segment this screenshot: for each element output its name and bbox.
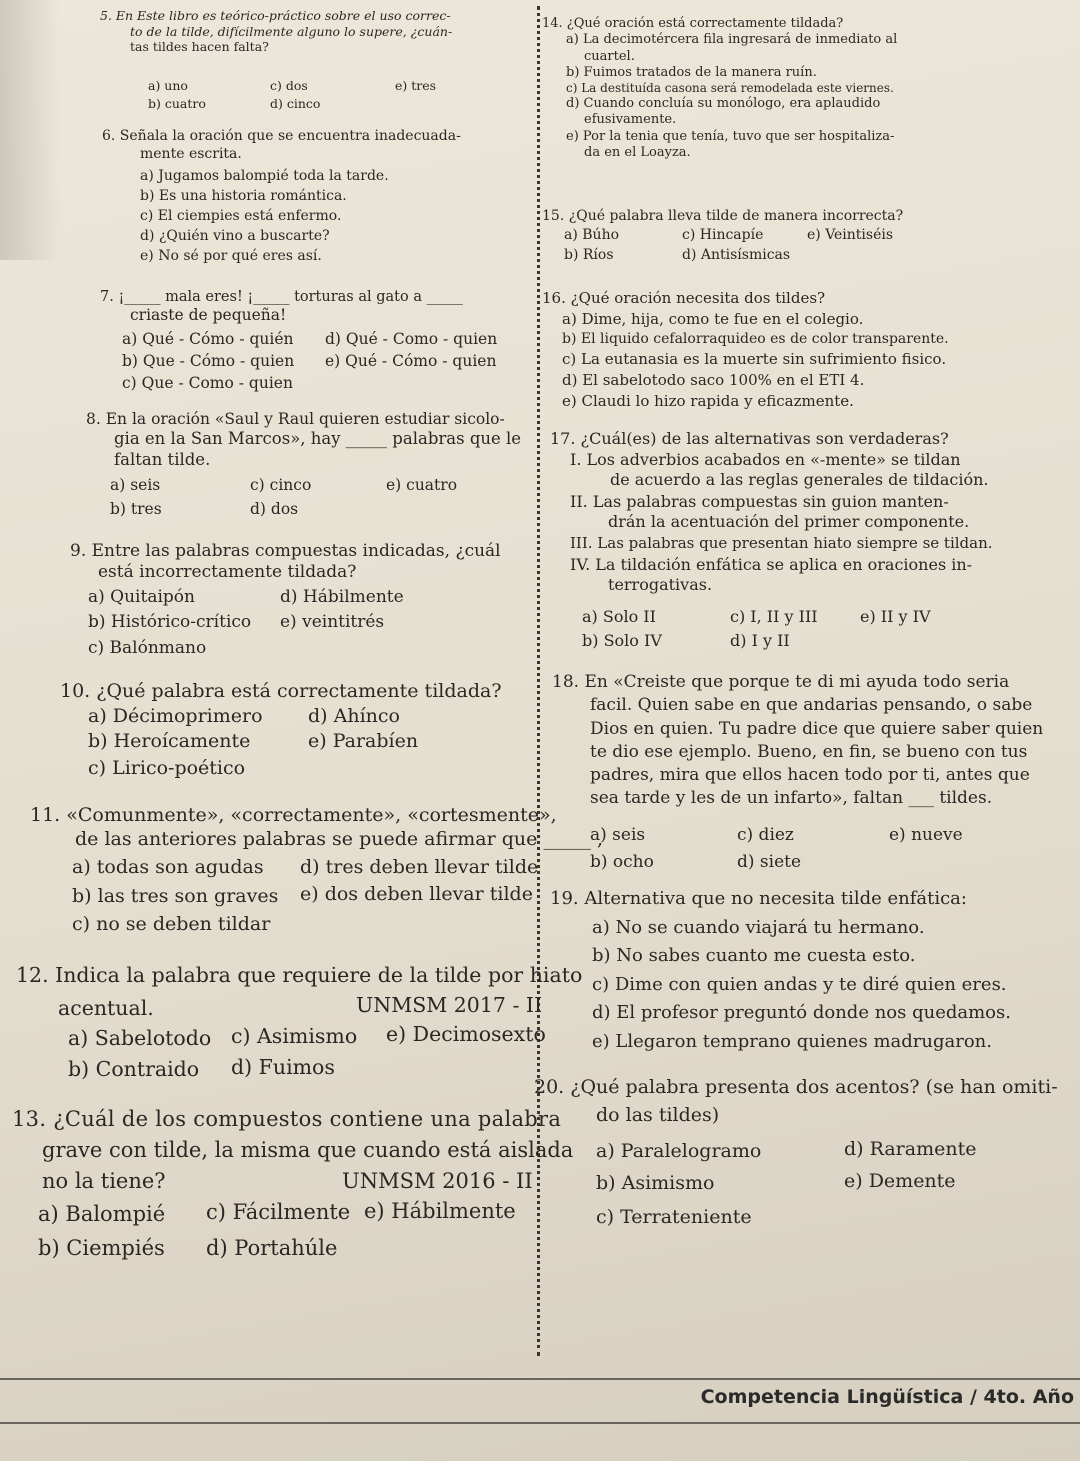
question-6-text: 6. Señala la oración que se encuentra inadecuada- [102,128,461,144]
option-b[interactable]: b) Fuimos tratados de la manera ruín. [566,64,817,80]
question-14-text: 14. ¿Qué oración está correctamente tildada? [542,16,844,31]
question-17 [550,429,1060,650]
option-a[interactable]: a) Jugamos balompié toda la tarde. [140,168,389,184]
question-17-text: 17. ¿Cuál(es) de las alternativas son verdaderas? [550,429,949,448]
option-e[interactable]: e) No sé por qué eres así. [140,248,322,264]
question-5-text: tas tildes hacen falta? [130,39,269,55]
statement-2: II. Las palabras compuestas sin guion manten- [570,492,949,511]
option-c[interactable]: c) Terrateniente [596,1206,752,1228]
option-e[interactable]: e) nueve [889,825,963,845]
option-d[interactable]: d) Cuando concluía su monólogo, era aplaudido [566,96,881,111]
option-b[interactable]: b) Heroícamente [88,730,251,752]
option-b[interactable]: b) las tres son graves [72,885,279,907]
option-e[interactable]: e) Decimosexto [386,1022,546,1046]
question-16-text: 16. ¿Qué oración necesita dos tildes? [542,289,826,307]
option-b[interactable]: b) Que - Cómo - quien [122,352,295,370]
question-5-text: 5. En Este libro es teórico-práctico sobre el uso correc- [100,8,451,23]
statement-1: I. Los adverbios acabados en «-mente» se tildan [570,450,961,469]
option-c[interactable]: c) Asimismo [231,1024,358,1048]
option-c[interactable]: c) dos [270,78,308,93]
option-b[interactable]: b) Es una historia romántica. [140,188,347,204]
question-20-text: 20. ¿Qué palabra presenta dos acentos? (se han omiti- [534,1076,1058,1098]
option-d[interactable]: d) dos [250,500,299,518]
statement-1: de acuerdo a las reglas generales de tildación. [610,470,989,489]
statement-2: drán la acentuación del primer componente. [608,512,970,531]
option-b[interactable]: b) cuatro [148,96,206,111]
option-e[interactable]: e) Por la tenia que tenía, tuvo que ser hospitaliza- [566,128,895,144]
option-e[interactable]: e) veintitrés [280,612,385,632]
option-b[interactable]: b) tres [110,500,162,518]
question-7-text: criaste de pequeña! [130,306,287,325]
statement-3: III. Las palabras que presentan hiato siempre se tildan. [570,534,993,552]
option-c[interactable]: c) Dime con quien andas y te diré quien eres. [592,973,1007,995]
option-b[interactable]: b) Ríos [564,247,614,263]
question-19-text: 19. Alternativa que no necesita tilde enfática: [550,888,967,909]
question-12-text: acentual. [58,996,154,1020]
option-c[interactable]: c) Que - Como - quien [122,374,293,392]
question-15-text: 15. ¿Qué palabra lleva tilde de manera incorrecta? [542,208,904,224]
page-edge-shadow [0,0,60,260]
option-d[interactable]: d) Fuimos [231,1055,335,1079]
question-18 [552,672,1062,872]
option-a[interactable]: a) Dime, hija, como te fue en el colegio. [562,309,864,328]
option-c[interactable]: c) Lirico-poético [88,757,246,779]
option-b[interactable]: b) Asimismo [596,1172,715,1194]
option-d[interactable]: d) Ahínco [308,705,400,727]
option-a[interactable]: a) todas son agudas [72,856,264,878]
option-a[interactable]: a) No se cuando viajará tu hermano. [592,916,925,938]
option-d[interactable]: d) Antisísmicas [682,247,791,263]
option-d[interactable]: d) Portahúle [206,1236,338,1260]
question-9-text: está incorrectamente tildada? [98,562,357,583]
question-13-text: no la tiene? [42,1169,166,1193]
option-b[interactable]: b) El liquido cefalorraquideo es de color transparente. [562,330,949,347]
question-10-text: 10. ¿Qué palabra está correctamente tildada? [60,680,502,702]
option-b[interactable]: b) Contraido [68,1057,200,1081]
option-d[interactable]: d) ¿Quién vino a buscarte? [140,228,330,244]
question-11-text: de las anteriores palabras se puede afirmar que _____ , [75,827,603,850]
option-e[interactable]: e) tres [395,78,437,93]
option-c[interactable]: c) Hincapíe [682,227,764,243]
question-8-text: faltan tilde. [114,450,211,469]
option-a[interactable]: a) seis [590,825,646,845]
option-e[interactable]: e) Parabíen [308,730,419,752]
option-e[interactable]: e) II y IV [860,607,931,626]
question-12 [16,963,583,1081]
statement-4: IV. La tildación enfática se aplica en oraciones in- [570,554,973,574]
option-c[interactable]: c) Fácilmente [206,1200,351,1224]
question-11 [30,804,603,935]
option-a[interactable]: a) Búho [564,227,620,243]
option-e[interactable]: e) cuatro [386,476,458,494]
question-12-text: 12. Indica la palabra que requiere de la tilde por hiato [16,963,583,987]
question-13 [12,1106,574,1260]
option-c[interactable]: c) I, II y III [730,607,818,626]
question-9 [70,541,501,658]
option-e[interactable]: da en el Loayza. [584,144,691,160]
option-d[interactable]: d) cinco [270,96,321,111]
option-c[interactable]: c) El ciempies está enfermo. [140,208,342,224]
question-7 [100,288,530,392]
option-e[interactable]: e) Qué - Cómo - quien [325,352,497,370]
question-18-text: 18. En «Creiste que porque te di mi ayuda todo seria [552,672,1010,692]
question-9-text: 9. Entre las palabras compuestas indicadas, ¿cuál [70,541,501,561]
option-a[interactable]: a) uno [148,78,188,93]
option-b[interactable]: b) ocho [590,852,654,872]
question-18-text: sea tarde y les de un infarto», faltan ___ tildes. [590,788,993,809]
question-13-text: grave con tilde, la misma que cuando está aislada [42,1138,574,1162]
question-20 [534,1076,1058,1228]
option-a[interactable]: cuartel. [584,48,635,64]
option-c[interactable]: c) no se deben tildar [72,913,271,935]
question-16 [542,289,1052,410]
question-8-text: gia en la San Marcos», hay _____ palabras que le [114,429,522,449]
option-d[interactable]: d) siete [737,852,802,872]
option-e[interactable]: e) Demente [844,1170,956,1192]
option-a[interactable]: a) seis [110,476,161,494]
exam-source: UNMSM 2016 - II [342,1169,533,1193]
question-15 [542,208,1052,263]
option-d[interactable]: efusivamente. [584,112,677,128]
option-e[interactable]: e) Hábilmente [364,1199,516,1223]
option-c[interactable]: c) cinco [250,476,312,494]
question-8-text: 8. En la oración «Saul y Raul quieren estudiar sicolo- [86,410,505,428]
option-a[interactable]: a) Balompié [38,1202,166,1226]
question-18-text: te dio ese ejemplo. Bueno, en fin, se bueno con tus [590,741,1028,762]
option-a[interactable]: a) Solo II [582,607,656,626]
option-a[interactable]: a) Qué - Cómo - quién [122,330,294,348]
exam-source: UNMSM 2017 - II [356,993,543,1017]
option-c[interactable]: c) diez [737,825,794,845]
question-7-text: 7. ¡_____ mala eres! ¡_____ torturas al gato a _____ [100,289,463,305]
statement-4: terrogativas. [608,574,713,594]
option-e[interactable]: e) Llegaron temprano quienes madrugaron. [592,1030,992,1052]
option-a[interactable]: a) La decimotércera fila ingresará de inmediato al [566,32,898,48]
footer-title: Competencia Lingüística / 4to. Año [700,1386,1074,1408]
option-c[interactable]: c) La destituída casona será remodelada este viernes. [566,81,894,95]
question-5-text: to de la tilde, difícilmente alguno lo supere, ¿cuán- [130,23,453,39]
option-e[interactable]: e) dos deben llevar tilde [300,883,533,905]
option-d[interactable]: d) Qué - Como - quien [325,330,498,348]
question-18-text: facil. Quien sabe en que andarias pensando, o sabe [590,695,1033,716]
question-13-text: 13. ¿Cuál de los compuestos contiene una palabra [12,1107,562,1131]
question-20-text: do las tildes) [596,1103,720,1126]
question-6-text: mente escrita. [140,145,242,162]
option-e[interactable]: e) Veintiséis [807,227,894,243]
option-c[interactable]: c) La eutanasia es la muerte sin sufrimiento fisico. [562,350,947,368]
option-b[interactable]: b) Solo IV [582,631,662,650]
question-19 [550,888,1060,1053]
option-d[interactable]: d) El profesor preguntó donde nos quedamos. [592,1002,1011,1023]
option-d[interactable]: d) tres deben llevar tilde [300,856,539,878]
option-d[interactable]: d) Hábilmente [280,587,404,607]
question-6 [100,128,530,264]
option-d[interactable]: d) Raramente [844,1138,977,1160]
question-8 [86,410,522,518]
option-d[interactable]: d) I y II [730,631,790,650]
option-a[interactable]: a) Paralelogramo [596,1140,762,1162]
question-10 [60,680,502,779]
option-a[interactable]: a) Sabelotodo [68,1026,212,1050]
option-b[interactable]: b) No sabes cuanto me cuesta esto. [592,945,916,966]
question-14 [542,16,1052,161]
option-a[interactable]: a) Quitaipón [88,587,195,607]
option-c[interactable]: c) Balónmano [88,638,207,658]
option-d[interactable]: d) El sabelotodo saco 100% en el ETI 4. [562,370,865,389]
question-11-text: 11. «Comunmente», «correctamente», «cortesmente», [30,804,557,826]
question-5 [100,8,530,111]
option-b[interactable]: b) Histórico-crítico [88,612,252,632]
question-18-text: padres, mira que ellos hacen todo por ti, antes que [590,765,1030,785]
option-b[interactable]: b) Ciempiés [38,1236,165,1260]
option-a[interactable]: a) Décimoprimero [88,705,263,727]
question-18-text: Dios en quien. Tu padre dice que quiere saber quien [590,718,1044,739]
option-e[interactable]: e) Claudi lo hizo rapida y eficazmente. [562,391,854,410]
